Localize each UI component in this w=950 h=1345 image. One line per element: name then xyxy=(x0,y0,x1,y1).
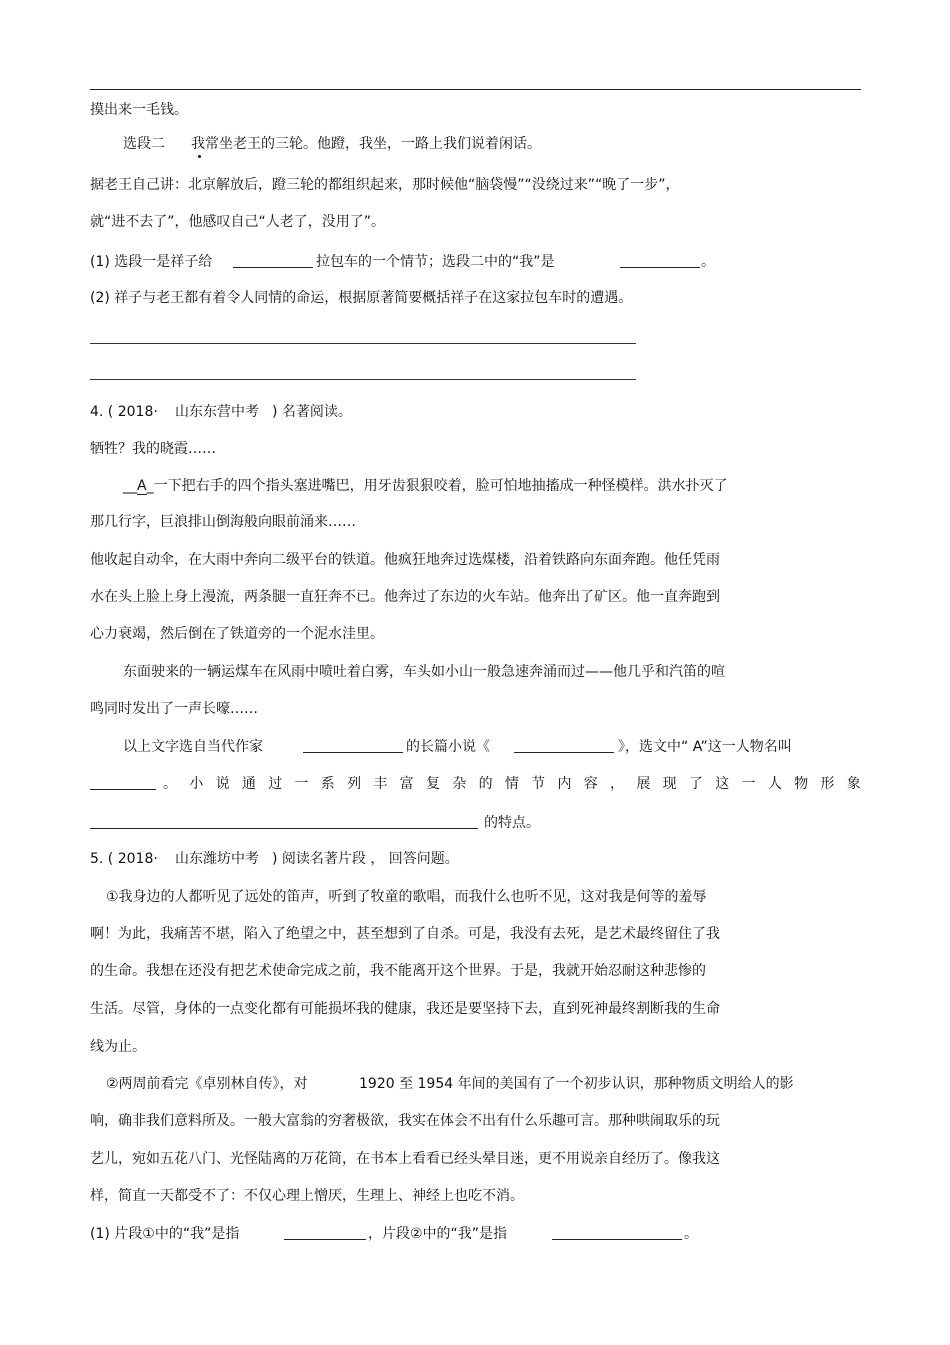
char: 通 xyxy=(241,776,256,792)
q5-heading-number: 5. ( 2018· xyxy=(90,851,158,867)
q4-question-end: 的特点。 xyxy=(484,815,540,831)
answer-blank-4[interactable] xyxy=(552,1225,682,1240)
q5-passage-line-7: 响，确非我们意料所及。一般大富翁的穷奢极欲，我实在体会不出有什么乐趣可言。那种哄闹取乐的玩 xyxy=(90,1113,720,1129)
q5-passage-line-2: 啊！为此，我痛苦不堪，陷入了绝望之中，甚至想到了自杀。可是，我没有去死，是艺术最终留住了我 xyxy=(90,926,720,942)
character-placeholder-a: A xyxy=(137,478,147,494)
q5-heading-task: ) 阅读名著片段 ， 回答问题。 xyxy=(272,851,459,867)
q5-passage-line-5: 线为止。 xyxy=(90,1039,146,1055)
text-line-3: 据老王自己讲：北京解放后，蹬三轮的都组织起来，那时候他“脑袋慢”“没绕过来”“晚了一步”， xyxy=(90,177,680,193)
excerpt-two-label: 选段二 xyxy=(123,136,165,152)
char: 列 xyxy=(347,776,362,792)
answer-line-2[interactable] xyxy=(90,379,636,380)
q5-passage-line-3: 的生命。我想在还没有把艺术使命完成之前，我不能离开这个世界。于是，我就开始忍耐这种悲惨的 xyxy=(90,963,706,979)
question-1-part-b: 拉包车的一个情节；选段二中的“我”是 xyxy=(316,254,555,270)
excerpt-two-text: 我常坐老王的三轮。他蹬，我坐，一路上我们说着闲话。 xyxy=(191,136,541,152)
passage-text: _一下把右手的四个指头塞进嘴巴，用牙齿狠狠咬着，脸可怕地抽搐成一种怪模样。洪水扑灭了 xyxy=(146,478,728,494)
char: 的 xyxy=(478,776,493,792)
q4-passage-line-7: 东面驶来的一辆运煤车在风雨中喷吐着白雾，车头如小山一般急速奔涌而过——他几乎和汽笛的喧 xyxy=(123,664,725,680)
q5-question-part-c: 。 xyxy=(684,1226,698,1242)
char: ， xyxy=(610,776,625,792)
char: 杂 xyxy=(452,776,467,792)
q4-question-part-b: 的长篇小说《 xyxy=(406,739,490,755)
char: 小 xyxy=(189,776,204,792)
char: 了 xyxy=(688,776,703,792)
question-2: (2) 祥子与老王都有着令人同情的命运，根据原著简要概括祥子在这家拉包车时的遭遇。 xyxy=(90,290,633,306)
question-1-part-a: (1) 选段一是祥子给 xyxy=(90,254,213,270)
char: 现 xyxy=(662,776,677,792)
answer-blank-1[interactable] xyxy=(233,253,313,268)
emphasis-dot xyxy=(198,155,201,158)
char: 情 xyxy=(504,776,519,792)
q4-passage-line-8: 鸣同时发出了一声长嚎…… xyxy=(90,701,258,717)
char: 节 xyxy=(531,776,546,792)
char: 过 xyxy=(268,776,283,792)
q4-heading-source: 山东东营中考 xyxy=(175,404,259,420)
char: 人 xyxy=(767,776,782,792)
header-rule xyxy=(90,89,861,90)
q4-passage-line-3: 那几行字，巨浪排山倒海般向眼前涌来…… xyxy=(90,514,356,530)
char: 。 xyxy=(163,776,177,792)
q5-passage-line-8: 艺儿，宛如五花八门、光怪陆离的万花筒，在书本上看看已经头晕目迷，更不用说亲自经历了。像我这 xyxy=(90,1151,720,1167)
char: 一 xyxy=(741,776,756,792)
q5-passage-line-1: ①我身边的人都听见了远处的笛声，听到了牧童的歌唱，而我什么也听不见，这对我是何等的羞辱 xyxy=(106,889,707,905)
author-blank[interactable] xyxy=(303,738,403,753)
char: 展 xyxy=(636,776,651,792)
text-line-4: 就“进不去了”，他感叹自己“人老了，没用了”。 xyxy=(90,214,386,230)
char: 内 xyxy=(557,776,572,792)
q5-heading-source: 山东潍坊中考 xyxy=(175,851,259,867)
text-line-1: 摸出来一毛钱。 xyxy=(90,102,188,118)
char: 富 xyxy=(399,776,414,792)
q4-question-part-c: 》，选文中“ A”这一人物名叫 xyxy=(618,739,792,755)
char: 容 xyxy=(583,776,598,792)
char: 丰 xyxy=(373,776,388,792)
novel-title-blank[interactable] xyxy=(514,738,614,753)
character-traits-blank[interactable] xyxy=(90,814,478,829)
character-name-blank[interactable] xyxy=(90,775,156,790)
q5-passage-line-9: 样，简直一天都受不了：不仅心理上憎厌，生理上、神经上也吃不消。 xyxy=(90,1188,524,1204)
q4-heading-task: ) 名著阅读。 xyxy=(272,404,352,420)
q4-question-part-a: 以上文字选自当代作家 xyxy=(123,739,263,755)
char: 复 xyxy=(425,776,440,792)
char: 形 xyxy=(820,776,835,792)
answer-blank-3[interactable] xyxy=(284,1225,366,1240)
q4-passage-line-5: 水在头上脸上身上漫流，两条腿一直狂奔不已。他奔过了东边的火车站。他奔出了矿区。他一直奔跑到 xyxy=(90,589,720,605)
q5-passage-line-6a: ②两周前看完《卓别林自传》，对 xyxy=(106,1076,308,1092)
q4-passage-line-2 xyxy=(123,477,728,495)
answer-line-1[interactable] xyxy=(90,343,636,344)
q5-passage-line-6b: 1920 至 1954 年间的美国有了一个初步认识，那种物质文明给人的影 xyxy=(359,1076,794,1092)
q4-passage-line-1: 牺牲？我的晓霞…… xyxy=(90,441,216,457)
question-1-part-c: 。 xyxy=(701,254,715,270)
q4-passage-line-4: 他收起自动伞，在大雨中奔向二级平台的铁道。他疯狂地奔过选煤楼，沿着铁路向东面奔跑。他任凭雨 xyxy=(90,552,720,568)
char: 物 xyxy=(794,776,809,792)
char: 系 xyxy=(320,776,335,792)
char: 象 xyxy=(846,776,861,792)
underscore-prefix: __ xyxy=(123,478,137,494)
char: 一 xyxy=(294,776,309,792)
char: 这 xyxy=(715,776,730,792)
q5-passage-line-4: 生活。尽管，身体的一点变化都有可能损坏我的健康，我还是要坚持下去，直到死神最终割断我的生命 xyxy=(90,1001,720,1017)
answer-blank-2[interactable] xyxy=(620,253,700,268)
char: 说 xyxy=(215,776,230,792)
q4-passage-line-6: 心力衰竭，然后倒在了铁道旁的一个泥水洼里。 xyxy=(90,626,384,642)
q5-question-part-b: ，片段②中的“我”是指 xyxy=(368,1226,508,1242)
q4-question-spread-line xyxy=(163,775,861,793)
q5-question-part-a: (1) 片段①中的“我”是指 xyxy=(90,1226,240,1242)
q4-heading-number: 4. ( 2018· xyxy=(90,404,158,420)
